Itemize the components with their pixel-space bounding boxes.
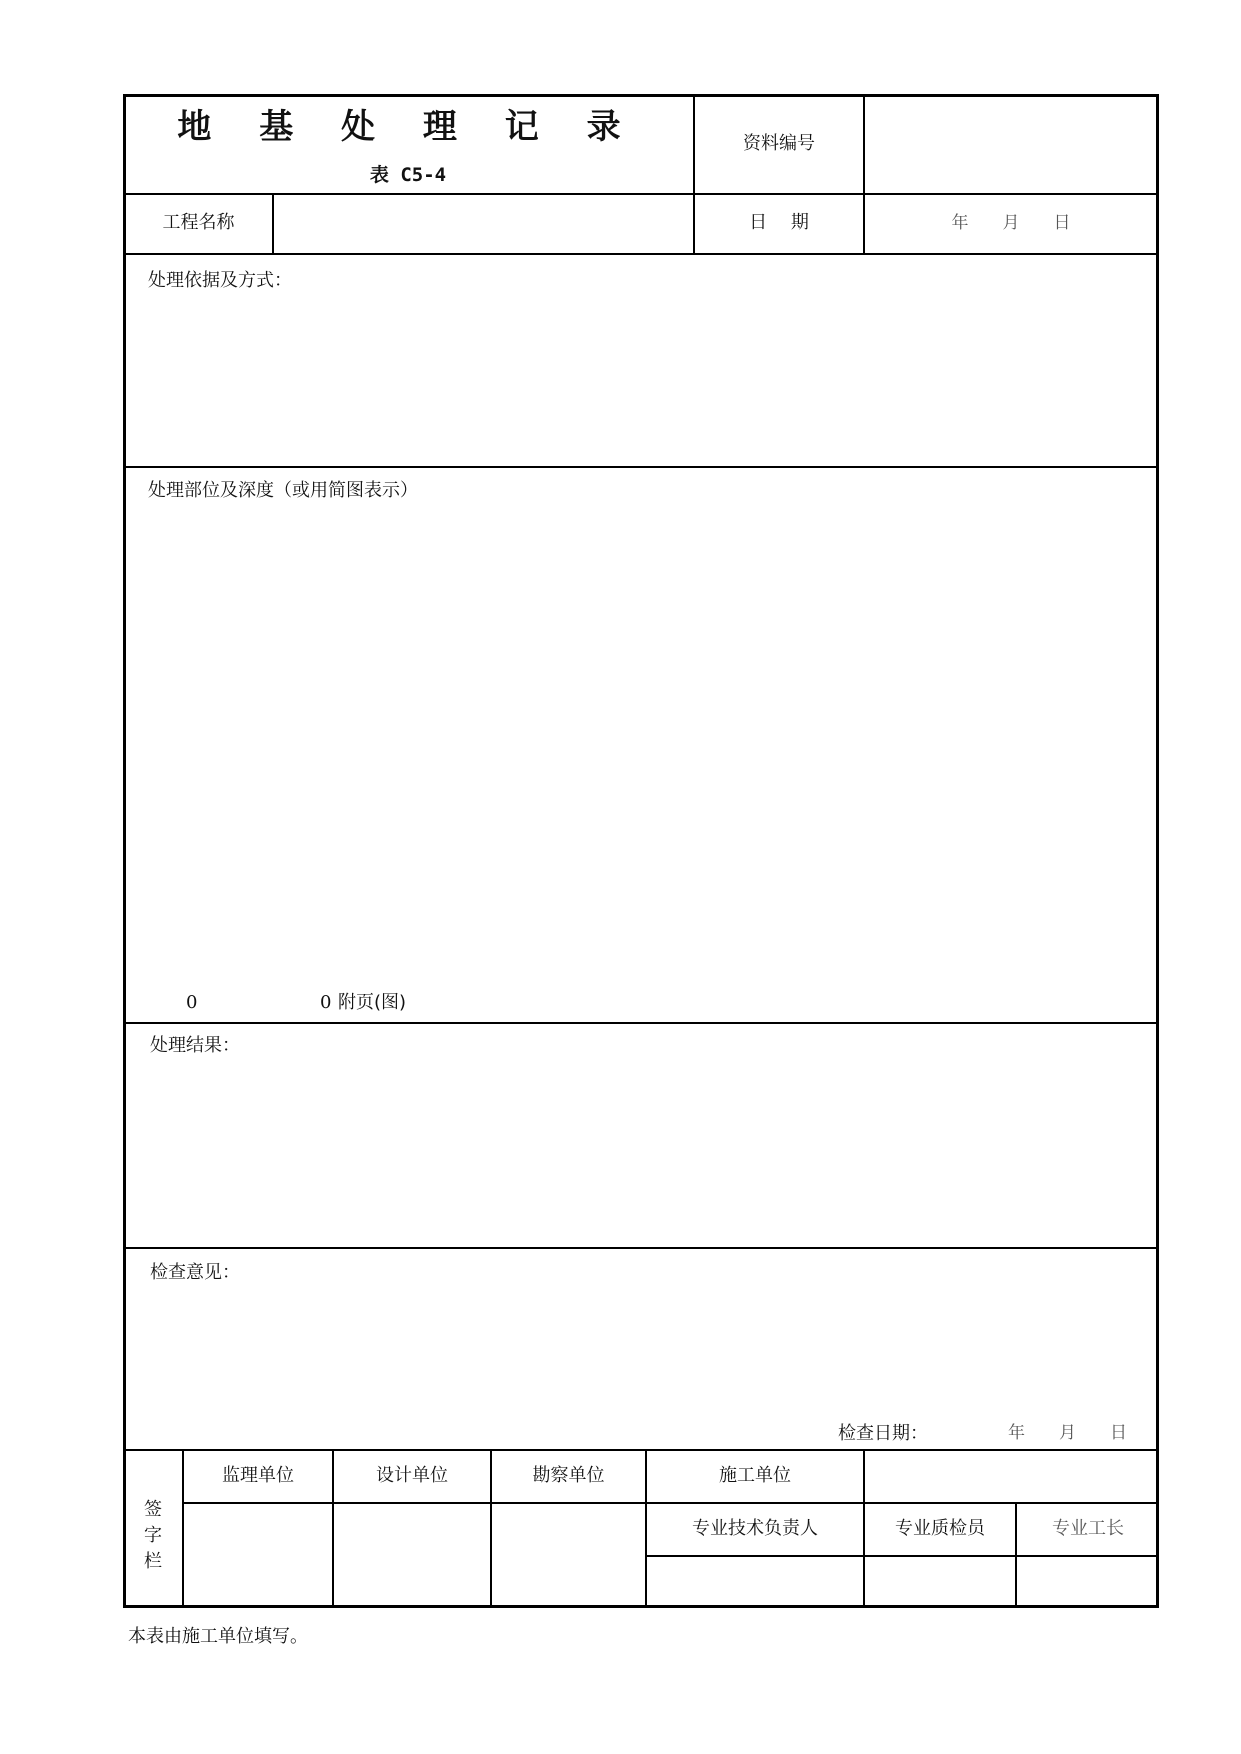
- sign-foreman-field[interactable]: [1017, 1557, 1157, 1605]
- divider: [123, 1022, 1159, 1024]
- sign-construction-label: 施工单位: [719, 1465, 791, 1486]
- footnote: 本表由施工单位填写。: [128, 1626, 308, 1647]
- form-code: 表 C5-4: [369, 164, 447, 186]
- sign-tech-lead-label: 专业技术负责人: [692, 1518, 818, 1539]
- inspection-opinion-label: 检查意见：: [150, 1262, 240, 1283]
- date-field[interactable]: 年 月 日: [951, 213, 1071, 233]
- inspection-date-label: 检查日期：: [838, 1423, 928, 1444]
- inspection-date-field[interactable]: 年 月 日: [1008, 1423, 1127, 1443]
- attachment-label: 附页(图): [338, 992, 407, 1013]
- date-label: 日 期: [749, 212, 809, 233]
- divider: [123, 253, 1159, 255]
- divider: [123, 193, 1159, 195]
- attachment-count-b: 0: [320, 992, 332, 1013]
- form-frame: [123, 94, 1159, 1608]
- divider: [272, 193, 274, 254]
- sign-design-field[interactable]: [334, 1504, 490, 1604]
- project-name-label: 工程名称: [162, 212, 235, 233]
- project-name-field[interactable]: [280, 214, 685, 238]
- form-title: 地 基 处 理 记 录: [177, 107, 639, 147]
- signature-block-label: 签字栏: [144, 1499, 162, 1572]
- sign-supervisor-field[interactable]: [184, 1504, 332, 1604]
- sign-survey-field[interactable]: [492, 1504, 645, 1604]
- doc-no-label: 资料编号: [743, 133, 815, 154]
- treatment-result-label: 处理结果：: [150, 1035, 240, 1056]
- treatment-basis-label: 处理依据及方式：: [148, 270, 292, 291]
- sign-design-label: 设计单位: [376, 1465, 448, 1486]
- treatment-location-label: 处理部位及深度（或用简图表示）: [148, 480, 418, 501]
- sign-foreman-label: 专业工长: [1052, 1518, 1124, 1539]
- divider: [123, 1247, 1159, 1249]
- sign-survey-label: 勘察单位: [532, 1465, 605, 1486]
- sign-tech-lead-field[interactable]: [647, 1557, 863, 1605]
- sign-quality-inspector-field[interactable]: [865, 1557, 1015, 1605]
- sign-quality-inspector-label: 专业质检员: [895, 1518, 985, 1539]
- doc-no-field[interactable]: [865, 135, 1157, 159]
- divider: [123, 1449, 1159, 1451]
- divider: [123, 466, 1159, 468]
- attachment-count-a: 0: [186, 992, 198, 1013]
- sign-supervisor-label: 监理单位: [222, 1465, 294, 1486]
